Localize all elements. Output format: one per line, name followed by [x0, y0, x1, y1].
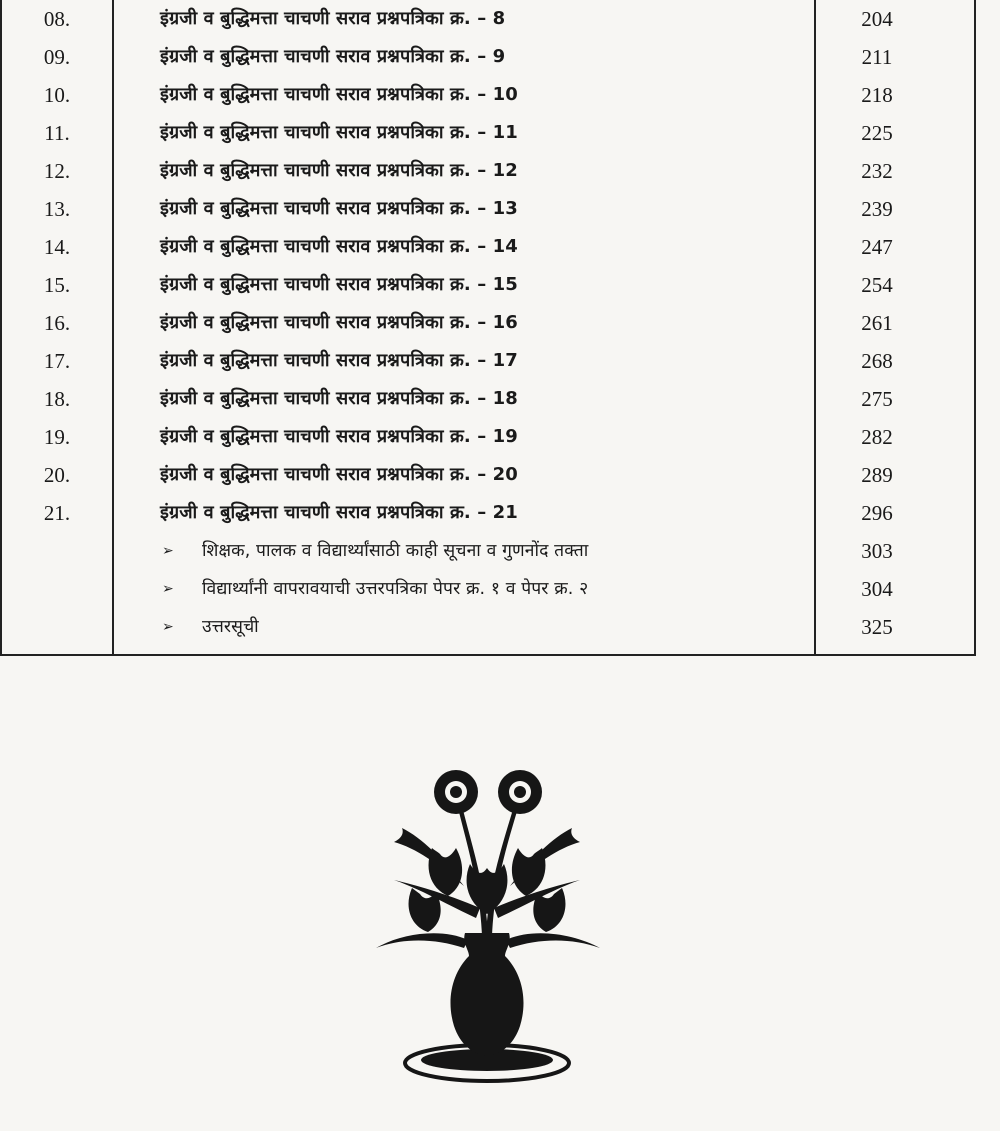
row-title: इंग्रजी व बुद्धिमत्ता चाचणी सराव प्रश्नपत्रिका क्र. – 12 — [160, 160, 518, 181]
row-title: शिक्षक, पालक व विद्यार्थ्यांसाठी काही सूचना व गुणनोंद तक्ता — [202, 541, 589, 561]
row-title: इंग्रजी व बुद्धिमत्ता चाचणी सराव प्रश्नपत्रिका क्र. – 21 — [160, 502, 518, 523]
row-title: इंग्रजी व बुद्धिमत्ता चाचणी सराव प्रश्नपत्रिका क्र. – 20 — [160, 464, 518, 485]
toc-row — [2, 380, 974, 418]
row-number: 13. — [43, 197, 71, 221]
row-number: 15. — [43, 273, 71, 297]
row-number: 18. — [43, 387, 71, 411]
toc-row — [2, 190, 974, 228]
row-title: इंग्रजी व बुद्धिमत्ता चाचणी सराव प्रश्नपत्रिका क्र. – 16 — [160, 312, 518, 333]
row-title: उत्तरसूची — [202, 617, 259, 637]
row-number: 11. — [44, 121, 70, 145]
row-page-number: 247 — [861, 235, 893, 259]
row-title: इंग्रजी व बुद्धिमत्ता चाचणी सराव प्रश्नपत्रिका क्र. – 9 — [160, 46, 506, 67]
row-title: इंग्रजी व बुद्धिमत्ता चाचणी सराव प्रश्नपत्रिका क्र. – 15 — [160, 274, 518, 295]
toc-row — [2, 228, 974, 266]
row-page-number: 232 — [861, 159, 893, 183]
row-number: 10. — [43, 83, 71, 107]
toc-row — [2, 342, 974, 380]
row-page-number: 239 — [861, 197, 893, 221]
row-number: 21. — [43, 501, 71, 525]
toc-row — [2, 304, 974, 342]
row-page-number: 268 — [861, 349, 893, 373]
toc-row — [2, 418, 974, 456]
row-title: इंग्रजी व बुद्धिमत्ता चाचणी सराव प्रश्नपत्रिका क्र. – 11 — [160, 122, 518, 143]
row-title: इंग्रजी व बुद्धिमत्ता चाचणी सराव प्रश्नपत्रिका क्र. – 18 — [160, 388, 518, 409]
row-page-number: 304 — [861, 577, 893, 601]
row-title: इंग्रजी व बुद्धिमत्ता चाचणी सराव प्रश्नपत्रिका क्र. – 17 — [160, 350, 518, 371]
row-number: 16. — [43, 311, 71, 335]
row-number: 08. — [43, 7, 71, 31]
flower-vase-icon — [372, 768, 602, 1088]
arrow-bullet-icon: ➢ — [162, 543, 174, 559]
row-title: इंग्रजी व बुद्धिमत्ता चाचणी सराव प्रश्नपत्रिका क्र. – 14 — [160, 236, 518, 257]
row-title: विद्यार्थ्यांनी वापरावयाची उत्तरपत्रिका पेपर क्र. १ व पेपर क्र. २ — [202, 579, 589, 599]
row-page-number: 254 — [861, 273, 893, 297]
row-page-number: 303 — [861, 539, 893, 563]
row-number: 17. — [43, 349, 71, 373]
row-page-number: 261 — [861, 311, 893, 335]
row-page-number: 275 — [861, 387, 893, 411]
row-page-number: 325 — [861, 615, 893, 639]
toc-row — [2, 0, 974, 38]
row-number: 20. — [43, 463, 71, 487]
row-page-number: 289 — [861, 463, 893, 487]
arrow-bullet-icon: ➢ — [162, 581, 174, 597]
toc-extra-row — [2, 570, 974, 608]
row-page-number: 296 — [861, 501, 893, 525]
row-page-number: 282 — [861, 425, 893, 449]
arrow-bullet-icon: ➢ — [162, 619, 174, 635]
row-page-number: 218 — [861, 83, 893, 107]
row-page-number: 204 — [861, 7, 893, 31]
toc-row — [2, 494, 974, 532]
row-page-number: 211 — [861, 45, 893, 69]
row-number: 12. — [43, 159, 71, 183]
toc-row — [2, 38, 974, 76]
row-title: इंग्रजी व बुद्धिमत्ता चाचणी सराव प्रश्नपत्रिका क्र. – 13 — [160, 198, 518, 219]
toc-row — [2, 76, 974, 114]
toc-row — [2, 152, 974, 190]
toc-row — [2, 266, 974, 304]
row-number: 19. — [43, 425, 71, 449]
toc-row — [2, 456, 974, 494]
row-title: इंग्रजी व बुद्धिमत्ता चाचणी सराव प्रश्नपत्रिका क्र. – 8 — [160, 8, 506, 29]
toc-extra-row — [2, 608, 974, 646]
row-number: 14. — [43, 235, 71, 259]
row-number: 09. — [43, 45, 71, 69]
toc-extra-row — [2, 532, 974, 570]
toc-row — [2, 114, 974, 152]
row-page-number: 225 — [861, 121, 893, 145]
row-title: इंग्रजी व बुद्धिमत्ता चाचणी सराव प्रश्नपत्रिका क्र. – 19 — [160, 426, 518, 447]
row-title: इंग्रजी व बुद्धिमत्ता चाचणी सराव प्रश्नपत्रिका क्र. – 10 — [160, 84, 518, 105]
